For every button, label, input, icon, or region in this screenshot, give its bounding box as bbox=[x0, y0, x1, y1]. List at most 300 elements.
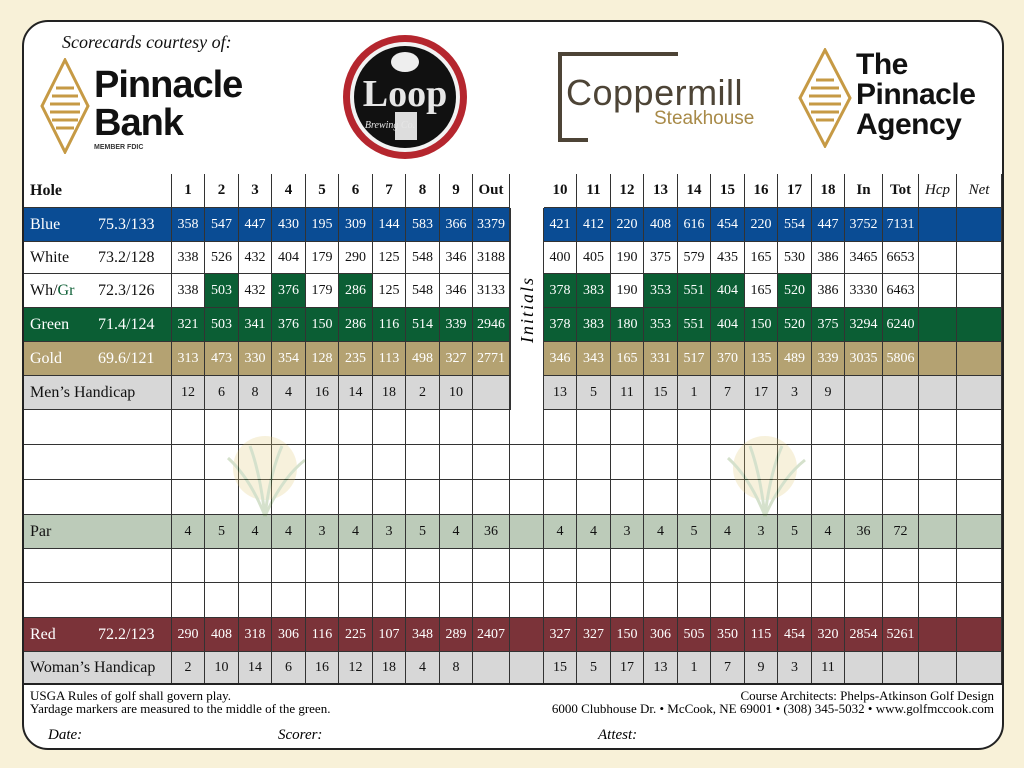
hole-value: 412 bbox=[577, 208, 611, 242]
tee-label bbox=[24, 618, 172, 652]
hole-value: 343 bbox=[577, 342, 611, 376]
hole-value bbox=[440, 549, 473, 583]
hole-value bbox=[440, 480, 473, 515]
hole-value bbox=[306, 549, 339, 583]
hole-value bbox=[611, 445, 644, 480]
hole-value: 286 bbox=[339, 274, 373, 308]
hole-number: 16 bbox=[745, 174, 778, 208]
hole-value: 517 bbox=[678, 342, 711, 376]
net-cell bbox=[957, 410, 1002, 445]
hole-number: 17 bbox=[778, 174, 812, 208]
hole-value bbox=[611, 410, 644, 445]
rules-line1: USGA Rules of golf shall govern play. bbox=[30, 688, 231, 703]
out-total: 2946 bbox=[473, 308, 510, 342]
hole-value: 306 bbox=[272, 618, 306, 652]
hole-value bbox=[544, 480, 577, 515]
hole-value bbox=[611, 480, 644, 515]
tee-label bbox=[24, 376, 172, 410]
initials-cell bbox=[510, 410, 544, 445]
grand-total: 6653 bbox=[883, 242, 919, 274]
hole-value: 4 bbox=[440, 515, 473, 549]
initials-label: Initials bbox=[516, 275, 537, 343]
hole-value: 289 bbox=[440, 618, 473, 652]
tee-rating: 71.4/124 bbox=[98, 315, 155, 333]
hole-value: 1 bbox=[678, 376, 711, 410]
hole-value: 327 bbox=[577, 618, 611, 652]
hcp-cell bbox=[919, 445, 957, 480]
hole-value bbox=[577, 445, 611, 480]
net-cell bbox=[957, 342, 1002, 376]
hole-value: 4 bbox=[812, 515, 845, 549]
hole-value bbox=[172, 480, 205, 515]
hole-value: 320 bbox=[812, 618, 845, 652]
coppermill-sub: Steakhouse bbox=[654, 108, 755, 129]
hole-value bbox=[644, 410, 678, 445]
hole-value bbox=[373, 583, 406, 618]
hole-value: 386 bbox=[812, 274, 845, 308]
rules-line2: Yardage markers are measured to the middle of the green. bbox=[30, 701, 331, 716]
hole-value: 5 bbox=[577, 652, 611, 684]
hole-value: 17 bbox=[611, 652, 644, 684]
hole-value: 18 bbox=[373, 376, 406, 410]
hole-value: 551 bbox=[678, 274, 711, 308]
hole-value: 447 bbox=[239, 208, 272, 242]
in-total: 2854 bbox=[845, 618, 883, 652]
grand-total: 6463 bbox=[883, 274, 919, 308]
hole-value: 4 bbox=[172, 515, 205, 549]
hole-value: 306 bbox=[644, 618, 678, 652]
hole-number: 15 bbox=[711, 174, 745, 208]
hole-value bbox=[644, 480, 678, 515]
hole-value: 165 bbox=[611, 342, 644, 376]
hole-value bbox=[745, 583, 778, 618]
hole-value: 378 bbox=[544, 308, 577, 342]
tee-name: Green bbox=[30, 315, 70, 333]
hole-value bbox=[577, 410, 611, 445]
hole-value: 505 bbox=[678, 618, 711, 652]
hole-value: 370 bbox=[711, 342, 745, 376]
hole-value: 128 bbox=[306, 342, 339, 376]
hole-value: 375 bbox=[644, 242, 678, 274]
in-total: 3294 bbox=[845, 308, 883, 342]
hole-value: 321 bbox=[172, 308, 205, 342]
hole-value: 547 bbox=[205, 208, 239, 242]
net-cell bbox=[957, 208, 1002, 242]
hole-value: 15 bbox=[644, 376, 678, 410]
hole-value: 503 bbox=[205, 308, 239, 342]
hole-value bbox=[611, 549, 644, 583]
hole-value: 16 bbox=[306, 652, 339, 684]
hole-value: 4 bbox=[272, 515, 306, 549]
hole-value: 8 bbox=[239, 376, 272, 410]
hole-value bbox=[644, 583, 678, 618]
tee-label bbox=[24, 480, 172, 515]
hole-value: 3 bbox=[745, 515, 778, 549]
out-total bbox=[473, 583, 510, 618]
in-total: 3330 bbox=[845, 274, 883, 308]
hcp-cell bbox=[919, 549, 957, 583]
hole-value: 579 bbox=[678, 242, 711, 274]
tee-name: Red bbox=[30, 625, 56, 643]
hole-value bbox=[577, 583, 611, 618]
hole-value: 408 bbox=[205, 618, 239, 652]
scorer-label: Scorer: bbox=[278, 727, 323, 743]
hole-value: 4 bbox=[339, 515, 373, 549]
hole-value bbox=[440, 583, 473, 618]
tee-name: Wh/ bbox=[30, 281, 58, 299]
out-total bbox=[473, 652, 510, 684]
hole-value: 386 bbox=[812, 242, 845, 274]
hole-number: 6 bbox=[339, 174, 373, 208]
hole-value: 554 bbox=[778, 208, 812, 242]
hole-value: 616 bbox=[678, 208, 711, 242]
hole-value: 179 bbox=[306, 242, 339, 274]
hole-value bbox=[172, 445, 205, 480]
hole-value bbox=[440, 445, 473, 480]
hole-value: 404 bbox=[711, 274, 745, 308]
hole-number: 10 bbox=[544, 174, 577, 208]
out-total bbox=[473, 480, 510, 515]
hole-value: 2 bbox=[172, 652, 205, 684]
hole-value: 165 bbox=[745, 242, 778, 274]
tee-name: White bbox=[30, 248, 70, 266]
pinnacle-agency-logo bbox=[798, 46, 998, 156]
initials-cell bbox=[510, 549, 544, 583]
coppermill-name: Coppermill bbox=[566, 72, 744, 113]
hole-number: 12 bbox=[611, 174, 644, 208]
hole-value: 4 bbox=[711, 515, 745, 549]
hole-value bbox=[778, 549, 812, 583]
hole-value: 113 bbox=[373, 342, 406, 376]
out-total: 2407 bbox=[473, 618, 510, 652]
course-watermark-icon bbox=[210, 428, 320, 518]
hole-value bbox=[373, 445, 406, 480]
in-total bbox=[845, 549, 883, 583]
hole-value: 125 bbox=[373, 274, 406, 308]
tee-label bbox=[24, 308, 172, 342]
hole-value: 375 bbox=[812, 308, 845, 342]
hcp-header: Hcp bbox=[919, 174, 957, 208]
hole-value: 3 bbox=[778, 376, 812, 410]
hcp-cell bbox=[919, 618, 957, 652]
tee-label bbox=[24, 549, 172, 583]
hole-value: 346 bbox=[440, 242, 473, 274]
hole-value: 5 bbox=[205, 515, 239, 549]
scorecard bbox=[22, 20, 1004, 750]
in-total bbox=[845, 376, 883, 410]
hole-value: 4 bbox=[644, 515, 678, 549]
hole-value bbox=[339, 445, 373, 480]
in-total: 36 bbox=[845, 515, 883, 549]
hole-value: 6 bbox=[205, 376, 239, 410]
hole-value: 338 bbox=[172, 242, 205, 274]
hole-value: 190 bbox=[611, 242, 644, 274]
tee-name: Blue bbox=[30, 215, 61, 233]
hole-value bbox=[205, 583, 239, 618]
hole-value: 11 bbox=[611, 376, 644, 410]
out-total: 3133 bbox=[473, 274, 510, 308]
hole-value: 4 bbox=[577, 515, 611, 549]
hole-value bbox=[239, 549, 272, 583]
hcp-cell bbox=[919, 410, 957, 445]
hole-value: 432 bbox=[239, 274, 272, 308]
hcp-cell bbox=[919, 242, 957, 274]
out-total bbox=[473, 410, 510, 445]
hole-value bbox=[544, 583, 577, 618]
hole-value bbox=[239, 583, 272, 618]
hole-value: 353 bbox=[644, 274, 678, 308]
total-header: Tot bbox=[883, 174, 919, 208]
hole-number: 5 bbox=[306, 174, 339, 208]
hole-value bbox=[339, 410, 373, 445]
hole-value: 4 bbox=[544, 515, 577, 549]
hole-value: 526 bbox=[205, 242, 239, 274]
hole-value: 520 bbox=[778, 274, 812, 308]
net-cell bbox=[957, 445, 1002, 480]
out-total bbox=[473, 445, 510, 480]
hole-value: 346 bbox=[440, 274, 473, 308]
hole-value: 10 bbox=[205, 652, 239, 684]
hole-value: 378 bbox=[544, 274, 577, 308]
hole-value: 150 bbox=[306, 308, 339, 342]
hole-value: 327 bbox=[440, 342, 473, 376]
loop-badge-icon bbox=[340, 32, 470, 162]
hole-value bbox=[406, 583, 440, 618]
hole-value: 366 bbox=[440, 208, 473, 242]
hole-value: 530 bbox=[778, 242, 812, 274]
grand-total: 7131 bbox=[883, 208, 919, 242]
hole-header: Hole bbox=[24, 174, 172, 208]
hole-value bbox=[406, 549, 440, 583]
hole-value: 408 bbox=[644, 208, 678, 242]
coppermill-logo bbox=[558, 52, 773, 142]
hole-value: 3 bbox=[306, 515, 339, 549]
hole-value: 220 bbox=[611, 208, 644, 242]
grand-total bbox=[883, 480, 919, 515]
hole-number: 18 bbox=[812, 174, 845, 208]
hole-value: 10 bbox=[440, 376, 473, 410]
hole-value: 9 bbox=[812, 376, 845, 410]
in-total bbox=[845, 445, 883, 480]
hole-value bbox=[745, 549, 778, 583]
hole-value: 150 bbox=[745, 308, 778, 342]
hcp-cell bbox=[919, 480, 957, 515]
hole-value bbox=[339, 480, 373, 515]
agency-diamond-icon bbox=[798, 48, 852, 148]
hole-value: 290 bbox=[172, 618, 205, 652]
hcp-cell bbox=[919, 208, 957, 242]
out-header: Out bbox=[473, 174, 510, 208]
hole-value: 115 bbox=[745, 618, 778, 652]
tee-label bbox=[24, 274, 172, 308]
hole-value: 350 bbox=[711, 618, 745, 652]
tee-label bbox=[24, 652, 172, 684]
in-total bbox=[845, 480, 883, 515]
hole-value: 14 bbox=[339, 376, 373, 410]
hole-value: 12 bbox=[339, 652, 373, 684]
hole-value: 12 bbox=[172, 376, 205, 410]
hole-value bbox=[678, 445, 711, 480]
initials-cell bbox=[510, 652, 544, 684]
grand-total: 6240 bbox=[883, 308, 919, 342]
hole-value: 4 bbox=[239, 515, 272, 549]
hole-value bbox=[339, 549, 373, 583]
hole-value: 313 bbox=[172, 342, 205, 376]
hole-value: 318 bbox=[239, 618, 272, 652]
in-header: In bbox=[845, 174, 883, 208]
hole-value: 435 bbox=[711, 242, 745, 274]
hole-value bbox=[373, 480, 406, 515]
hole-number: 8 bbox=[406, 174, 440, 208]
hole-value: 220 bbox=[745, 208, 778, 242]
agency-line2: Pinnacle bbox=[856, 78, 976, 111]
hole-value: 235 bbox=[339, 342, 373, 376]
hole-value: 5 bbox=[406, 515, 440, 549]
hole-number: 13 bbox=[644, 174, 678, 208]
net-cell bbox=[957, 308, 1002, 342]
hole-value: 5 bbox=[778, 515, 812, 549]
grand-total: 72 bbox=[883, 515, 919, 549]
hole-value: 13 bbox=[644, 652, 678, 684]
hole-number: 11 bbox=[577, 174, 611, 208]
tee-rating: 75.3/133 bbox=[98, 215, 155, 233]
in-total: 3035 bbox=[845, 342, 883, 376]
hole-value: 135 bbox=[745, 342, 778, 376]
hole-value: 190 bbox=[611, 274, 644, 308]
net-cell bbox=[957, 274, 1002, 308]
hole-value: 489 bbox=[778, 342, 812, 376]
hole-value: 5 bbox=[577, 376, 611, 410]
tee-rating: 72.3/126 bbox=[98, 281, 155, 299]
hole-value: 116 bbox=[373, 308, 406, 342]
net-cell bbox=[957, 376, 1002, 410]
hole-value: 583 bbox=[406, 208, 440, 242]
net-cell bbox=[957, 480, 1002, 515]
hole-value: 1 bbox=[678, 652, 711, 684]
hole-value: 548 bbox=[406, 242, 440, 274]
hole-value: 432 bbox=[239, 242, 272, 274]
architects: Course Architects: Phelps-Atkinson Golf Design bbox=[740, 688, 994, 703]
hole-value: 327 bbox=[544, 618, 577, 652]
hole-value: 383 bbox=[577, 274, 611, 308]
hole-value: 520 bbox=[778, 308, 812, 342]
hole-value bbox=[339, 583, 373, 618]
hole-value: 454 bbox=[711, 208, 745, 242]
hole-value: 6 bbox=[272, 652, 306, 684]
tee-name: Gold bbox=[30, 349, 62, 367]
hole-value: 4 bbox=[406, 652, 440, 684]
hole-value: 358 bbox=[172, 208, 205, 242]
address: 6000 Clubhouse Dr. • McCook, NE 69001 • (308) 345-5032 • www.golfmccook.com bbox=[551, 701, 994, 716]
hole-value: 116 bbox=[306, 618, 339, 652]
hole-value: 4 bbox=[272, 376, 306, 410]
pinnacle-diamond-icon bbox=[40, 58, 90, 154]
grand-total bbox=[883, 376, 919, 410]
hole-value: 3 bbox=[373, 515, 406, 549]
hole-value: 498 bbox=[406, 342, 440, 376]
grand-total bbox=[883, 652, 919, 684]
tee-name: Par bbox=[30, 522, 52, 540]
hole-value: 2 bbox=[406, 376, 440, 410]
hole-value: 7 bbox=[711, 652, 745, 684]
grand-total: 5261 bbox=[883, 618, 919, 652]
net-header: Net bbox=[957, 174, 1002, 208]
in-total bbox=[845, 410, 883, 445]
hole-value bbox=[812, 583, 845, 618]
hole-value bbox=[711, 583, 745, 618]
hole-value bbox=[577, 480, 611, 515]
agency-line1: The bbox=[856, 48, 908, 81]
hcp-cell bbox=[919, 342, 957, 376]
hole-value: 339 bbox=[812, 342, 845, 376]
tee-name-green: Gr bbox=[57, 281, 75, 299]
hole-value: 454 bbox=[778, 618, 812, 652]
out-total bbox=[473, 549, 510, 583]
initials-cell bbox=[510, 618, 544, 652]
hole-value bbox=[172, 549, 205, 583]
hole-value bbox=[678, 410, 711, 445]
net-cell bbox=[957, 652, 1002, 684]
hcp-cell bbox=[919, 274, 957, 308]
hole-value bbox=[711, 549, 745, 583]
in-total bbox=[845, 583, 883, 618]
hole-value: 225 bbox=[339, 618, 373, 652]
in-total bbox=[845, 652, 883, 684]
hole-value: 286 bbox=[339, 308, 373, 342]
hole-value bbox=[778, 583, 812, 618]
hole-value: 551 bbox=[678, 308, 711, 342]
hole-number: 14 bbox=[678, 174, 711, 208]
tee-name: Woman’s Handicap bbox=[30, 658, 156, 676]
hole-value: 376 bbox=[272, 274, 306, 308]
hole-value: 503 bbox=[205, 274, 239, 308]
hole-number: 2 bbox=[205, 174, 239, 208]
net-cell bbox=[957, 549, 1002, 583]
hole-value: 107 bbox=[373, 618, 406, 652]
hole-value: 473 bbox=[205, 342, 239, 376]
hole-value bbox=[373, 410, 406, 445]
pinnacle-bank-line1: Pinnacle bbox=[94, 64, 243, 106]
tee-label bbox=[24, 583, 172, 618]
hole-value bbox=[644, 445, 678, 480]
hole-value: 548 bbox=[406, 274, 440, 308]
tee-rating: 73.2/128 bbox=[98, 248, 155, 266]
hole-value: 3 bbox=[611, 515, 644, 549]
hole-value bbox=[577, 549, 611, 583]
hole-value: 125 bbox=[373, 242, 406, 274]
hcp-cell bbox=[919, 652, 957, 684]
sponsor-header bbox=[24, 22, 1002, 174]
in-total: 3752 bbox=[845, 208, 883, 242]
hole-value: 9 bbox=[745, 652, 778, 684]
hole-value bbox=[272, 549, 306, 583]
out-total: 2771 bbox=[473, 342, 510, 376]
hole-value: 514 bbox=[406, 308, 440, 342]
hole-value: 150 bbox=[611, 618, 644, 652]
tee-label bbox=[24, 342, 172, 376]
hcp-cell bbox=[919, 515, 957, 549]
net-cell bbox=[957, 618, 1002, 652]
hole-value: 17 bbox=[745, 376, 778, 410]
tee-label bbox=[24, 410, 172, 445]
tee-label bbox=[24, 445, 172, 480]
tee-name: Men’s Handicap bbox=[30, 383, 136, 401]
loop-brewing-logo bbox=[340, 32, 470, 162]
hole-value: 405 bbox=[577, 242, 611, 274]
hole-value: 341 bbox=[239, 308, 272, 342]
hole-value bbox=[205, 549, 239, 583]
net-cell bbox=[957, 515, 1002, 549]
